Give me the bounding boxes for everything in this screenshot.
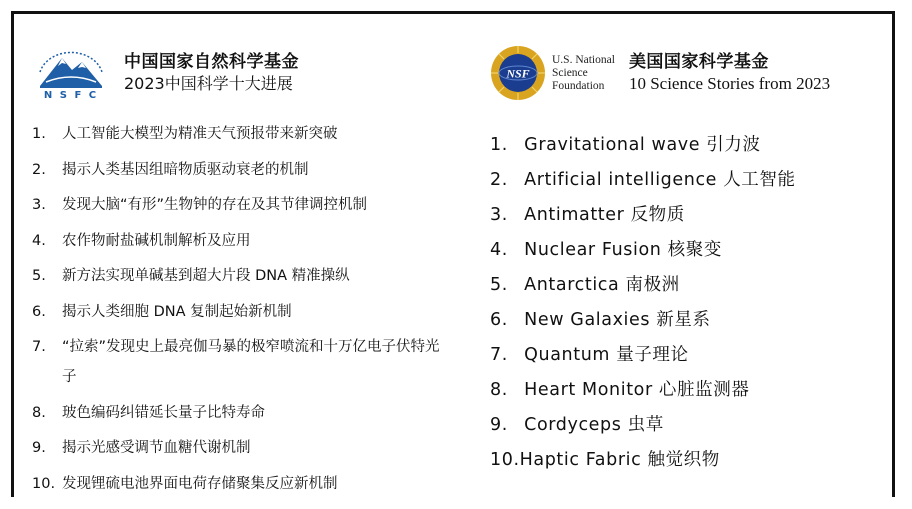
list-item: 8. Heart Monitor 心脏监测器 <box>490 380 750 400</box>
list-item: 4. 农作物耐盐碱机制解析及应用 <box>32 232 251 249</box>
list-item: 9. Cordyceps 虫草 <box>490 415 664 435</box>
china-header <box>32 38 472 108</box>
list-item: 7. “拉索”发现史上最亮伽马暴的极窄喷流和十万亿电子伏特光子 <box>32 339 440 385</box>
list-item: 6. New Galaxies 新星系 <box>490 310 711 330</box>
us-title: 美国国家科学基金 <box>628 51 769 72</box>
list-item: 5. Antarctica 南极洲 <box>490 275 680 295</box>
us-header <box>490 38 880 108</box>
list-item: 9. 揭示光感受调节血糖代谢机制 <box>32 440 251 456</box>
china-column <box>32 38 472 509</box>
list-item: 1. 人工智能大模型为精准天气预报带来新突破 <box>32 126 338 142</box>
us-column <box>490 38 880 478</box>
list-item: 10. 发现锂硫电池界面电荷存储聚集反应新机制 <box>32 475 338 492</box>
list-item: 3. Antimatter 反物质 <box>490 205 685 225</box>
list-item: 2. 揭示人类基因组暗物质驱动衰老的机制 <box>32 161 309 178</box>
list-item: 5. 新方法实现单碱基到超大片段 DNA 精准操纵 <box>32 268 350 284</box>
nsfc-logo <box>32 42 110 104</box>
nsf-wordmark: U.S. National Science Foundation <box>552 53 615 92</box>
list-item: 4. Nuclear Fusion 核聚变 <box>490 240 722 260</box>
list-item: 10.Haptic Fabric 触觉织物 <box>490 450 720 470</box>
list-item: 1. Gravitational wave 引力波 <box>490 135 761 155</box>
china-list <box>32 124 472 499</box>
us-list <box>490 128 880 478</box>
list-item: 3. 发现大脑“有形”生物钟的存在及其节律调控机制 <box>32 197 368 213</box>
nsfc-logo-text: N S F C <box>43 90 99 101</box>
nsf-seal-icon <box>490 45 546 101</box>
list-item: 7. Quantum 量子理论 <box>490 345 689 365</box>
us-subtitle: 10 Science Stories from 2023 <box>628 74 831 93</box>
list-item: 2. Artificial intelligence 人工智能 <box>490 170 796 190</box>
list-item: 6. 揭示人类细胞 DNA 复制起始新机制 <box>32 303 292 320</box>
nsf-logo <box>490 45 615 101</box>
china-title: 中国国家自然科学基金 <box>124 52 299 73</box>
nsf-seal-text: NSF <box>506 66 530 81</box>
china-subtitle: 2023中国科学十大进展 <box>124 73 293 93</box>
list-item: 8. 玻色编码纠错延长量子比特寿命 <box>32 404 265 421</box>
